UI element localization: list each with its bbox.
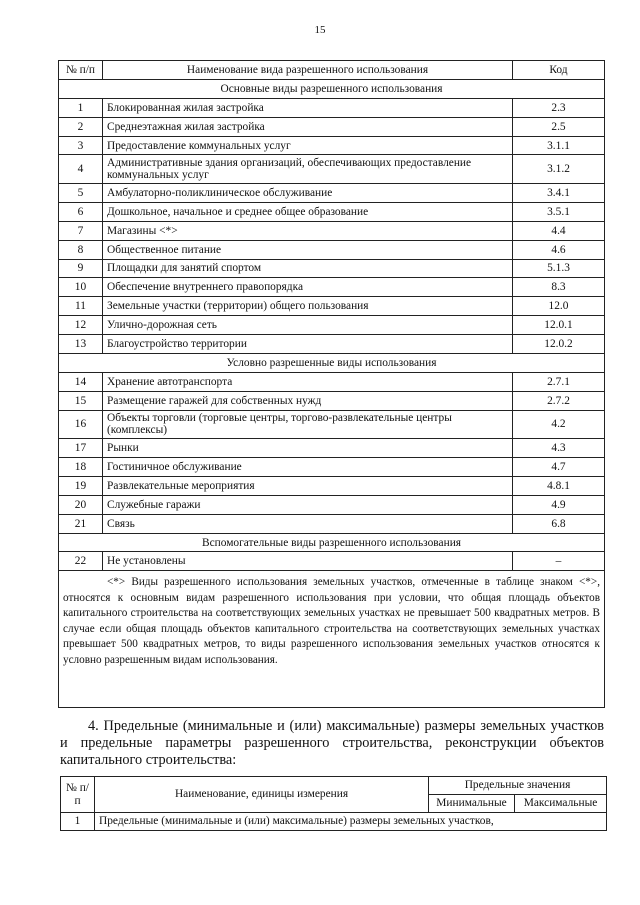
section-title: Основные виды разрешенного использования: [59, 79, 605, 98]
row-num: 10: [59, 278, 103, 297]
row-code: 3.1.2: [513, 155, 605, 184]
table-row: [59, 372, 605, 391]
table-row: [59, 155, 605, 184]
row-name: Земельные участки (территории) общего пользования: [103, 297, 513, 316]
table-row: [59, 221, 605, 240]
row-code: 4.9: [513, 495, 605, 514]
row-num: 1: [59, 98, 103, 117]
table-row: [59, 476, 605, 495]
row-name: Дошкольное, начальное и среднее общее образование: [103, 202, 513, 221]
row-code: 12.0.1: [513, 316, 605, 335]
row-num: 17: [59, 439, 103, 458]
row-name: Гостиничное обслуживание: [103, 458, 513, 477]
row-code: 3.5.1: [513, 202, 605, 221]
section-row: [59, 353, 605, 372]
row-num: 4: [59, 155, 103, 184]
row-name: Среднеэтажная жилая застройка: [103, 117, 513, 136]
limits-header-name: Наименование, единицы измерения: [95, 777, 429, 813]
row-code: 3.1.1: [513, 136, 605, 155]
limits-header-num: № п/п: [61, 777, 95, 813]
section-title: Условно разрешенные виды использования: [59, 353, 605, 372]
limits-table: [60, 776, 607, 831]
section-heading-text: 4. Предельные (минимальные и (или) максимальные) размеры земельных участков и предельные параметры разрешенного строительства, реконструкции объектов капитального строительства:: [60, 718, 604, 768]
row-name: Размещение гаражей для собственных нужд: [103, 391, 513, 410]
limits-row-num: 1: [61, 813, 95, 831]
row-code: 3.4.1: [513, 183, 605, 202]
row-num: 18: [59, 458, 103, 477]
row-name: Амбулаторно-поликлиническое обслуживание: [103, 183, 513, 202]
section-heading: [60, 718, 604, 769]
table-row: [59, 410, 605, 439]
row-code: 2.7.2: [513, 391, 605, 410]
row-num: 11: [59, 297, 103, 316]
row-code: 4.2: [513, 410, 605, 439]
row-code: 2.3: [513, 98, 605, 117]
row-name: Улично-дорожная сеть: [103, 316, 513, 335]
row-code: 2.5: [513, 117, 605, 136]
row-name: Развлекательные мероприятия: [103, 476, 513, 495]
row-name: Общественное питание: [103, 240, 513, 259]
row-code: 6.8: [513, 514, 605, 533]
table-row: [59, 316, 605, 335]
row-num: 2: [59, 117, 103, 136]
row-code: 4.3: [513, 439, 605, 458]
row-code: –: [513, 552, 605, 571]
footnote-row: [59, 571, 605, 708]
row-num: 14: [59, 372, 103, 391]
row-name: Рынки: [103, 439, 513, 458]
row-code: 8.3: [513, 278, 605, 297]
table-row: [59, 183, 605, 202]
table-row: [59, 495, 605, 514]
row-name: Обеспечение внутреннего правопорядка: [103, 278, 513, 297]
row-num: 13: [59, 335, 103, 354]
row-num: 22: [59, 552, 103, 571]
permitted-use-table: [58, 60, 605, 708]
row-name: Служебные гаражи: [103, 495, 513, 514]
row-num: 15: [59, 391, 103, 410]
limits-row: [61, 813, 607, 831]
row-num: 6: [59, 202, 103, 221]
footnote-text: <*> Виды разрешенного использования земельных участков, отмеченные в таблице знаком <*>, относятся к основным видам разрешенного использования при условии, что общая площадь объектов капитального строительства на соответствующих земельных участках не превышает 500 квадратных метров. В случае если общая площадь объектов капитального строительства на соответствующих земельных участках превышает 500 квадратных метров, то виды разрешенного использования земельных участков относятся к условно разрешенным видам использования.: [63, 576, 600, 666]
table-row: [59, 514, 605, 533]
row-code: 4.4: [513, 221, 605, 240]
row-num: 21: [59, 514, 103, 533]
header-num: № п/п: [59, 61, 103, 80]
row-code: 2.7.1: [513, 372, 605, 391]
table-row: [59, 297, 605, 316]
footnote: [63, 575, 600, 668]
table-row: [59, 240, 605, 259]
table-header-row: [59, 61, 605, 80]
table-row: [59, 439, 605, 458]
row-num: 3: [59, 136, 103, 155]
row-name: Площадки для занятий спортом: [103, 259, 513, 278]
row-name: Предоставление коммунальных услуг: [103, 136, 513, 155]
row-name: Благоустройство территории: [103, 335, 513, 354]
table-row: [59, 391, 605, 410]
row-num: 9: [59, 259, 103, 278]
row-name: Блокированная жилая застройка: [103, 98, 513, 117]
row-name: Административные здания организаций, обеспечивающих предоставление коммунальных услуг: [103, 155, 513, 184]
table-row: [59, 458, 605, 477]
row-num: 7: [59, 221, 103, 240]
table-row: [59, 117, 605, 136]
row-code: 4.6: [513, 240, 605, 259]
table-row: [59, 259, 605, 278]
table-row: [59, 278, 605, 297]
table-row: [59, 98, 605, 117]
section-title: Вспомогательные виды разрешенного использования: [59, 533, 605, 552]
row-code: 12.0.2: [513, 335, 605, 354]
row-name: Не установлены: [103, 552, 513, 571]
row-name: Связь: [103, 514, 513, 533]
table-row: [59, 136, 605, 155]
section-row: [59, 533, 605, 552]
limits-header-min: Минимальные: [429, 795, 515, 813]
row-name: Магазины <*>: [103, 221, 513, 240]
limits-header-row-1: [61, 777, 607, 795]
table-row: [59, 202, 605, 221]
row-code: 5.1.3: [513, 259, 605, 278]
header-name: Наименование вида разрешенного использования: [103, 61, 513, 80]
row-num: 16: [59, 410, 103, 439]
page-number: 15: [314, 24, 326, 36]
row-name: Объекты торговли (торговые центры, торгово-развлекательные центры (комплексы): [103, 410, 513, 439]
row-code: 12.0: [513, 297, 605, 316]
row-name: Хранение автотранспорта: [103, 372, 513, 391]
table-row: [59, 335, 605, 354]
row-num: 12: [59, 316, 103, 335]
footnote-cell: [59, 571, 605, 708]
row-code: 4.7: [513, 458, 605, 477]
row-num: 19: [59, 476, 103, 495]
header-code: Код: [513, 61, 605, 80]
section-row: [59, 79, 605, 98]
row-code: 4.8.1: [513, 476, 605, 495]
limits-header-max: Максимальные: [515, 795, 607, 813]
row-num: 20: [59, 495, 103, 514]
limits-row-name: Предельные (минимальные и (или) максимальные) размеры земельных участков,: [95, 813, 607, 831]
limits-header-values: Предельные значения: [429, 777, 607, 795]
row-num: 8: [59, 240, 103, 259]
row-num: 5: [59, 183, 103, 202]
table-row: [59, 552, 605, 571]
